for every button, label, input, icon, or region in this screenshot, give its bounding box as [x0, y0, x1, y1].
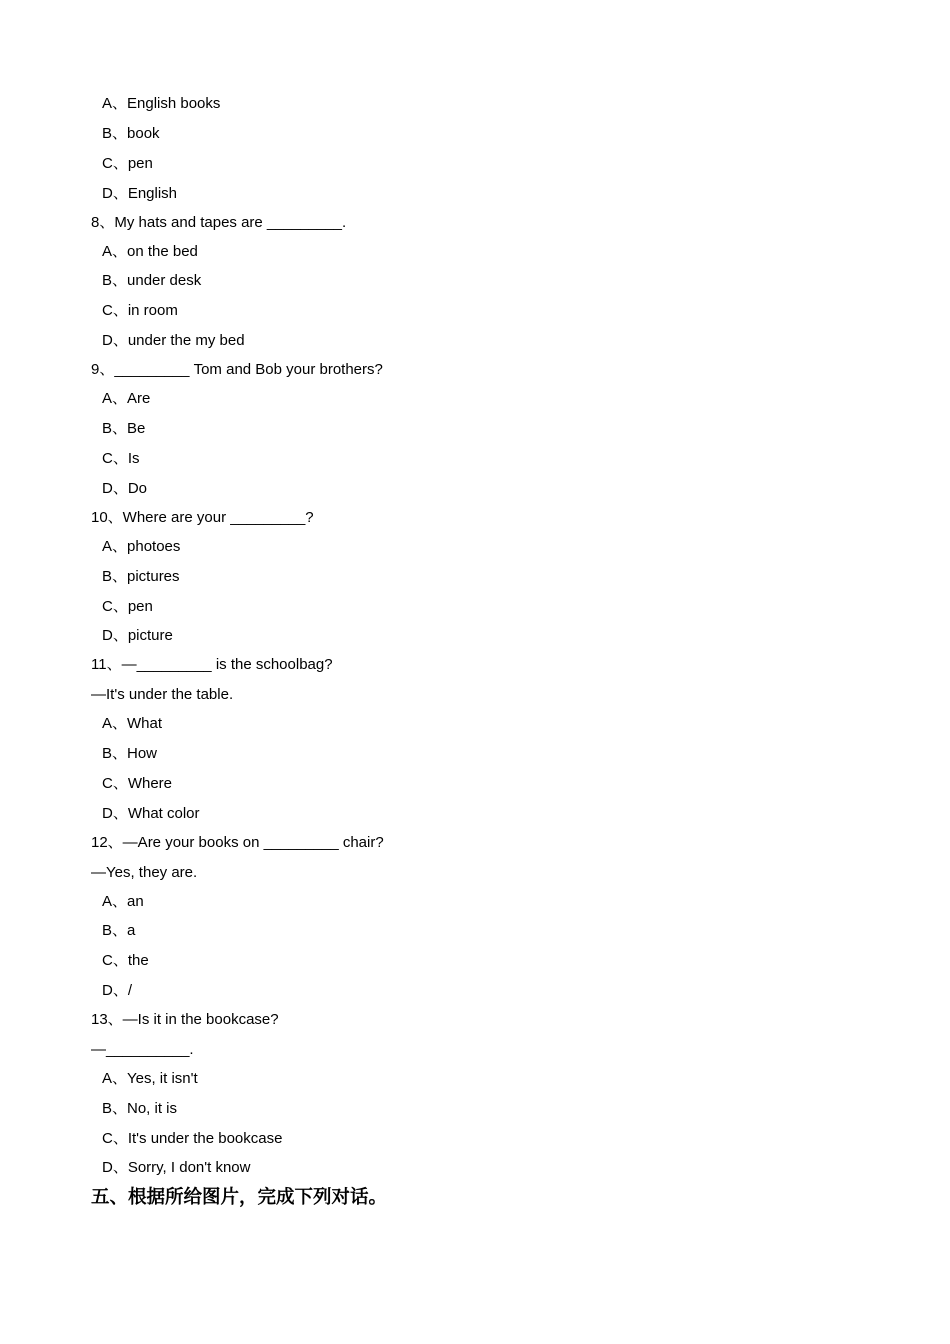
- question-10-stem: 10、Where are your _________?: [91, 509, 314, 526]
- option-b: B、a: [102, 922, 136, 939]
- option-d: D、English: [102, 185, 178, 202]
- question-9-stem: 9、_________ Tom and Bob your brothers?: [91, 361, 383, 378]
- question-12-answer-line: —Yes, they are.: [91, 864, 198, 881]
- option-c: C、Where: [102, 775, 173, 792]
- option-b: B、pictures: [102, 568, 180, 585]
- option-c: C、the: [102, 952, 149, 969]
- option-d: D、Sorry, I don't know: [102, 1159, 251, 1176]
- option-c: C、Is: [102, 450, 140, 467]
- option-d: D、/: [102, 982, 133, 999]
- option-b: B、under desk: [102, 272, 202, 289]
- option-c: C、pen: [102, 598, 153, 615]
- option-d: D、under the my bed: [102, 332, 245, 349]
- question-8-stem: 8、My hats and tapes are _________.: [91, 214, 347, 231]
- option-a: A、on the bed: [102, 243, 198, 260]
- option-b: B、How: [102, 745, 158, 762]
- option-a: A、What: [102, 715, 163, 732]
- option-a: A、Yes, it isn't: [102, 1070, 198, 1087]
- question-13-stem: 13、—Is it in the bookcase?: [91, 1011, 279, 1028]
- option-a: A、English books: [102, 95, 221, 112]
- question-11-stem: 11、—_________ is the schoolbag?: [91, 656, 333, 673]
- option-b: B、Be: [102, 420, 146, 437]
- option-c: C、It's under the bookcase: [102, 1130, 283, 1147]
- question-13-answer-line: —__________.: [91, 1041, 194, 1058]
- option-c: C、pen: [102, 155, 153, 172]
- option-a: A、an: [102, 893, 144, 910]
- question-12-stem: 12、—Are your books on _________ chair?: [91, 834, 384, 851]
- question-11-answer-line: —It's under the table.: [91, 686, 234, 703]
- option-b: B、book: [102, 125, 160, 142]
- option-d: D、What color: [102, 805, 200, 822]
- section-5-heading: 五、根据所给图片，完成下列对话。: [91, 1187, 388, 1208]
- option-a: A、Are: [102, 390, 151, 407]
- option-c: C、in room: [102, 302, 178, 319]
- option-b: B、No, it is: [102, 1100, 178, 1117]
- option-a: A、photoes: [102, 538, 181, 555]
- option-d: D、Do: [102, 480, 148, 497]
- option-d: D、picture: [102, 627, 173, 644]
